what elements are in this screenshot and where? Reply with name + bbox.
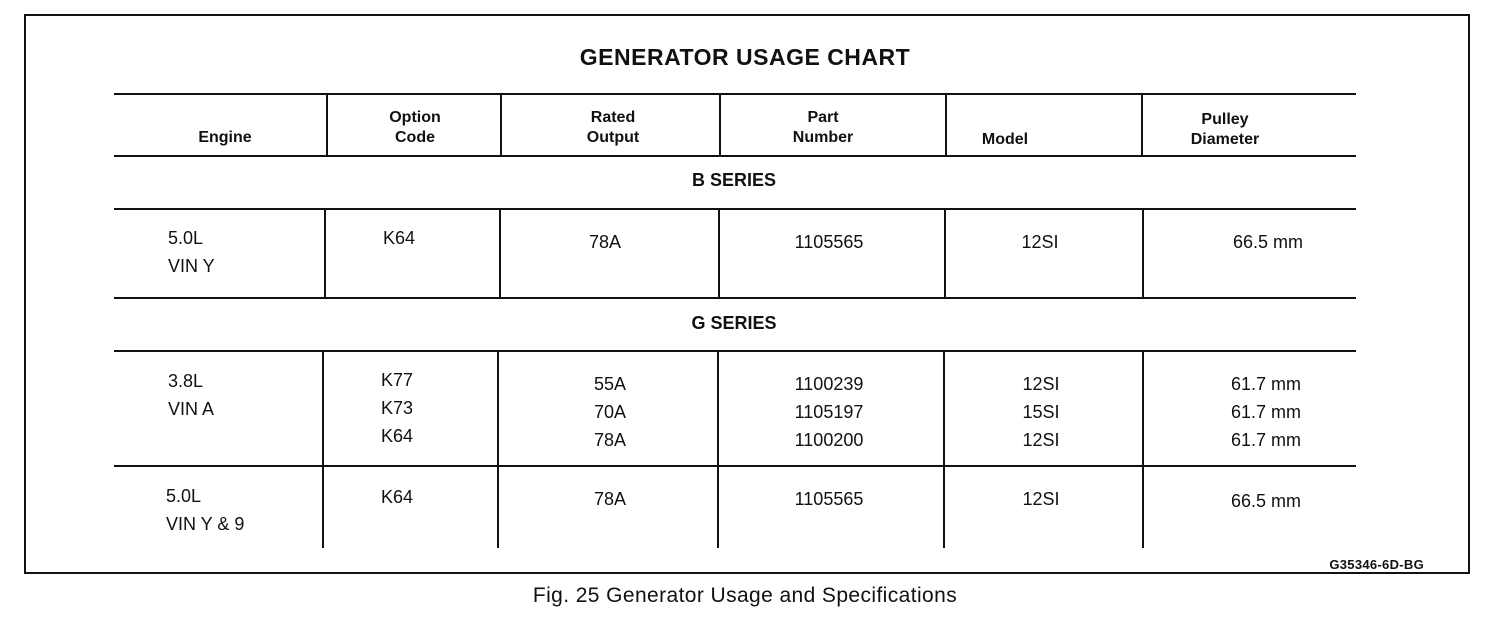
cell-part-number: 1105565 <box>794 232 864 252</box>
cell-part-number: 1100239 1105197 1100200 <box>794 374 864 450</box>
cell-rated-output: 78A <box>593 489 627 509</box>
chart-title: GENERATOR USAGE CHART <box>579 44 911 70</box>
column-divider <box>717 350 719 548</box>
column-divider <box>718 208 720 297</box>
cell-pulley-diameter: 66.5 mm <box>1232 232 1304 252</box>
column-divider <box>322 350 324 548</box>
cell-model: 12SI <box>1021 232 1059 252</box>
column-divider <box>1142 208 1144 297</box>
b-series-rule <box>114 208 1356 210</box>
header-option-code: Option Code <box>389 109 441 146</box>
column-divider <box>324 208 326 297</box>
b-series-end-rule <box>114 297 1356 299</box>
cell-engine: 3.8L VIN A <box>168 371 215 419</box>
header-part-number: Part Number <box>792 109 854 146</box>
column-divider <box>499 208 501 297</box>
header-column-divider <box>719 94 721 155</box>
header-column-divider <box>945 94 947 155</box>
row-divider-rule <box>114 465 1356 467</box>
cell-option-code: K77 K73 K64 <box>381 370 414 446</box>
header-bottom-rule <box>114 155 1356 157</box>
g-series-rule <box>114 350 1356 352</box>
figure-caption: Fig. 25 Generator Usage and Specifications <box>532 584 958 607</box>
header-pulley-diameter: Pulley Diameter <box>1190 111 1260 148</box>
section-label-b-series: B SERIES <box>691 170 777 190</box>
cell-model: 12SI 15SI 12SI <box>1022 374 1060 450</box>
cell-option-code: K64 <box>383 228 416 248</box>
cell-pulley-diameter: 66.5 mm <box>1230 491 1302 511</box>
column-divider <box>497 350 499 548</box>
header-top-rule <box>114 93 1356 95</box>
column-divider <box>1142 350 1144 548</box>
cell-engine: 5.0L VIN Y & 9 <box>166 486 245 534</box>
column-divider <box>944 208 946 297</box>
cell-option-code: K64 <box>381 487 414 507</box>
figure-code: G35346-6D-BG <box>1329 557 1424 572</box>
cell-pulley-diameter: 61.7 mm 61.7 mm 61.7 mm <box>1230 374 1302 450</box>
cell-part-number: 1105565 <box>794 489 864 509</box>
section-label-g-series: G SERIES <box>691 313 777 333</box>
cell-model: 12SI <box>1022 489 1060 509</box>
header-column-divider <box>500 94 502 155</box>
column-divider <box>943 350 945 548</box>
cell-rated-output: 78A <box>588 232 622 252</box>
header-engine: Engine <box>198 129 252 146</box>
cell-engine: 5.0L VIN Y <box>168 228 215 276</box>
header-rated-output: Rated Output <box>586 109 640 146</box>
cell-rated-output: 55A 70A 78A <box>593 374 627 450</box>
header-model: Model <box>981 131 1029 148</box>
header-column-divider <box>326 94 328 155</box>
header-column-divider <box>1141 94 1143 155</box>
